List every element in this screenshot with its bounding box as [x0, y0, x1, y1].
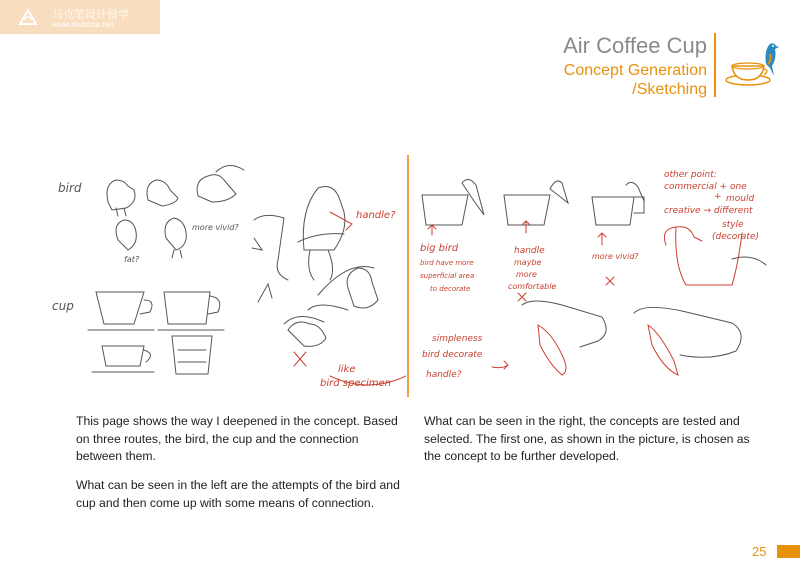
note-like: like: [338, 364, 356, 375]
note-maybe: maybe: [514, 258, 542, 267]
page-number: 25: [752, 544, 767, 559]
note-more: more: [516, 270, 537, 279]
sketch-left: [48, 150, 406, 395]
body-right-paragraph-1: What can be seen in the right, the concepts are tested and selected. The first one, as shown in the picture, is chosen as the concept to be further developed.: [424, 414, 750, 463]
red-marks-left: [294, 212, 406, 385]
sketch-right: [412, 155, 772, 395]
note-to-decorate: to decorate: [430, 285, 471, 293]
watermark-text: 马克笔设计留学: [52, 9, 129, 21]
note-style: style: [722, 220, 744, 230]
header-divider: [714, 33, 716, 97]
note-fat: fat?: [124, 255, 140, 264]
note-decorate: (decorate): [712, 232, 760, 242]
note-superficial: superficial area: [420, 272, 475, 280]
subtitle-line-1: Concept Generation: [563, 62, 707, 79]
note-handle-q: handle?: [426, 370, 462, 380]
note-handle-right: handle: [514, 246, 545, 256]
body-left-paragraph-2: What can be seen in the left are the attempts of the bird and cup and then come up with some means of connection.: [76, 478, 400, 510]
body-left-paragraph-1: This page shows the way I deepened in the concept. Based on three routes, the bird, the cup and the connection between them.: [76, 414, 398, 463]
note-plus: +: [714, 192, 722, 202]
note-simpleness: simpleness: [432, 334, 483, 344]
note-bird-have-more: bird have more: [420, 259, 474, 267]
subtitle-line-2: /Sketching: [632, 81, 707, 98]
note-bird-decorate: bird decorate: [422, 350, 483, 360]
hand-sketches: [522, 257, 766, 357]
page-title: Air Coffee Cup: [563, 33, 707, 58]
watermark-url: www.mobooa.net: [52, 20, 114, 29]
bird-label: bird: [58, 181, 82, 195]
note-bird-specimen: bird specimen: [320, 378, 391, 389]
note-comfortable: comfortable: [508, 282, 557, 291]
arrows-left: [252, 238, 272, 302]
note-commercial: commercial + one: [664, 182, 747, 192]
note-more-vivid-right: more vivid?: [592, 252, 639, 261]
note-big-bird: big bird: [420, 243, 459, 254]
note-handle-left: handle?: [356, 210, 396, 221]
watermark: [0, 0, 160, 34]
cup-bird-concepts: [422, 179, 644, 225]
page-number-bar: [777, 545, 800, 558]
bird-cup-logo-icon: [724, 36, 782, 94]
note-other-point: other point:: [664, 170, 717, 180]
watermark-logo-icon: [18, 8, 38, 26]
cup-label: cup: [52, 299, 74, 313]
page-subtitle: [564, 61, 707, 99]
note-mould: mould: [726, 194, 755, 204]
cup-sketches: [88, 292, 224, 374]
bird-sketches-row: [107, 165, 244, 258]
sketch-divider: [407, 155, 409, 397]
note-creative: creative → different: [664, 206, 753, 216]
note-more-vivid-left: more vivid?: [192, 223, 239, 232]
